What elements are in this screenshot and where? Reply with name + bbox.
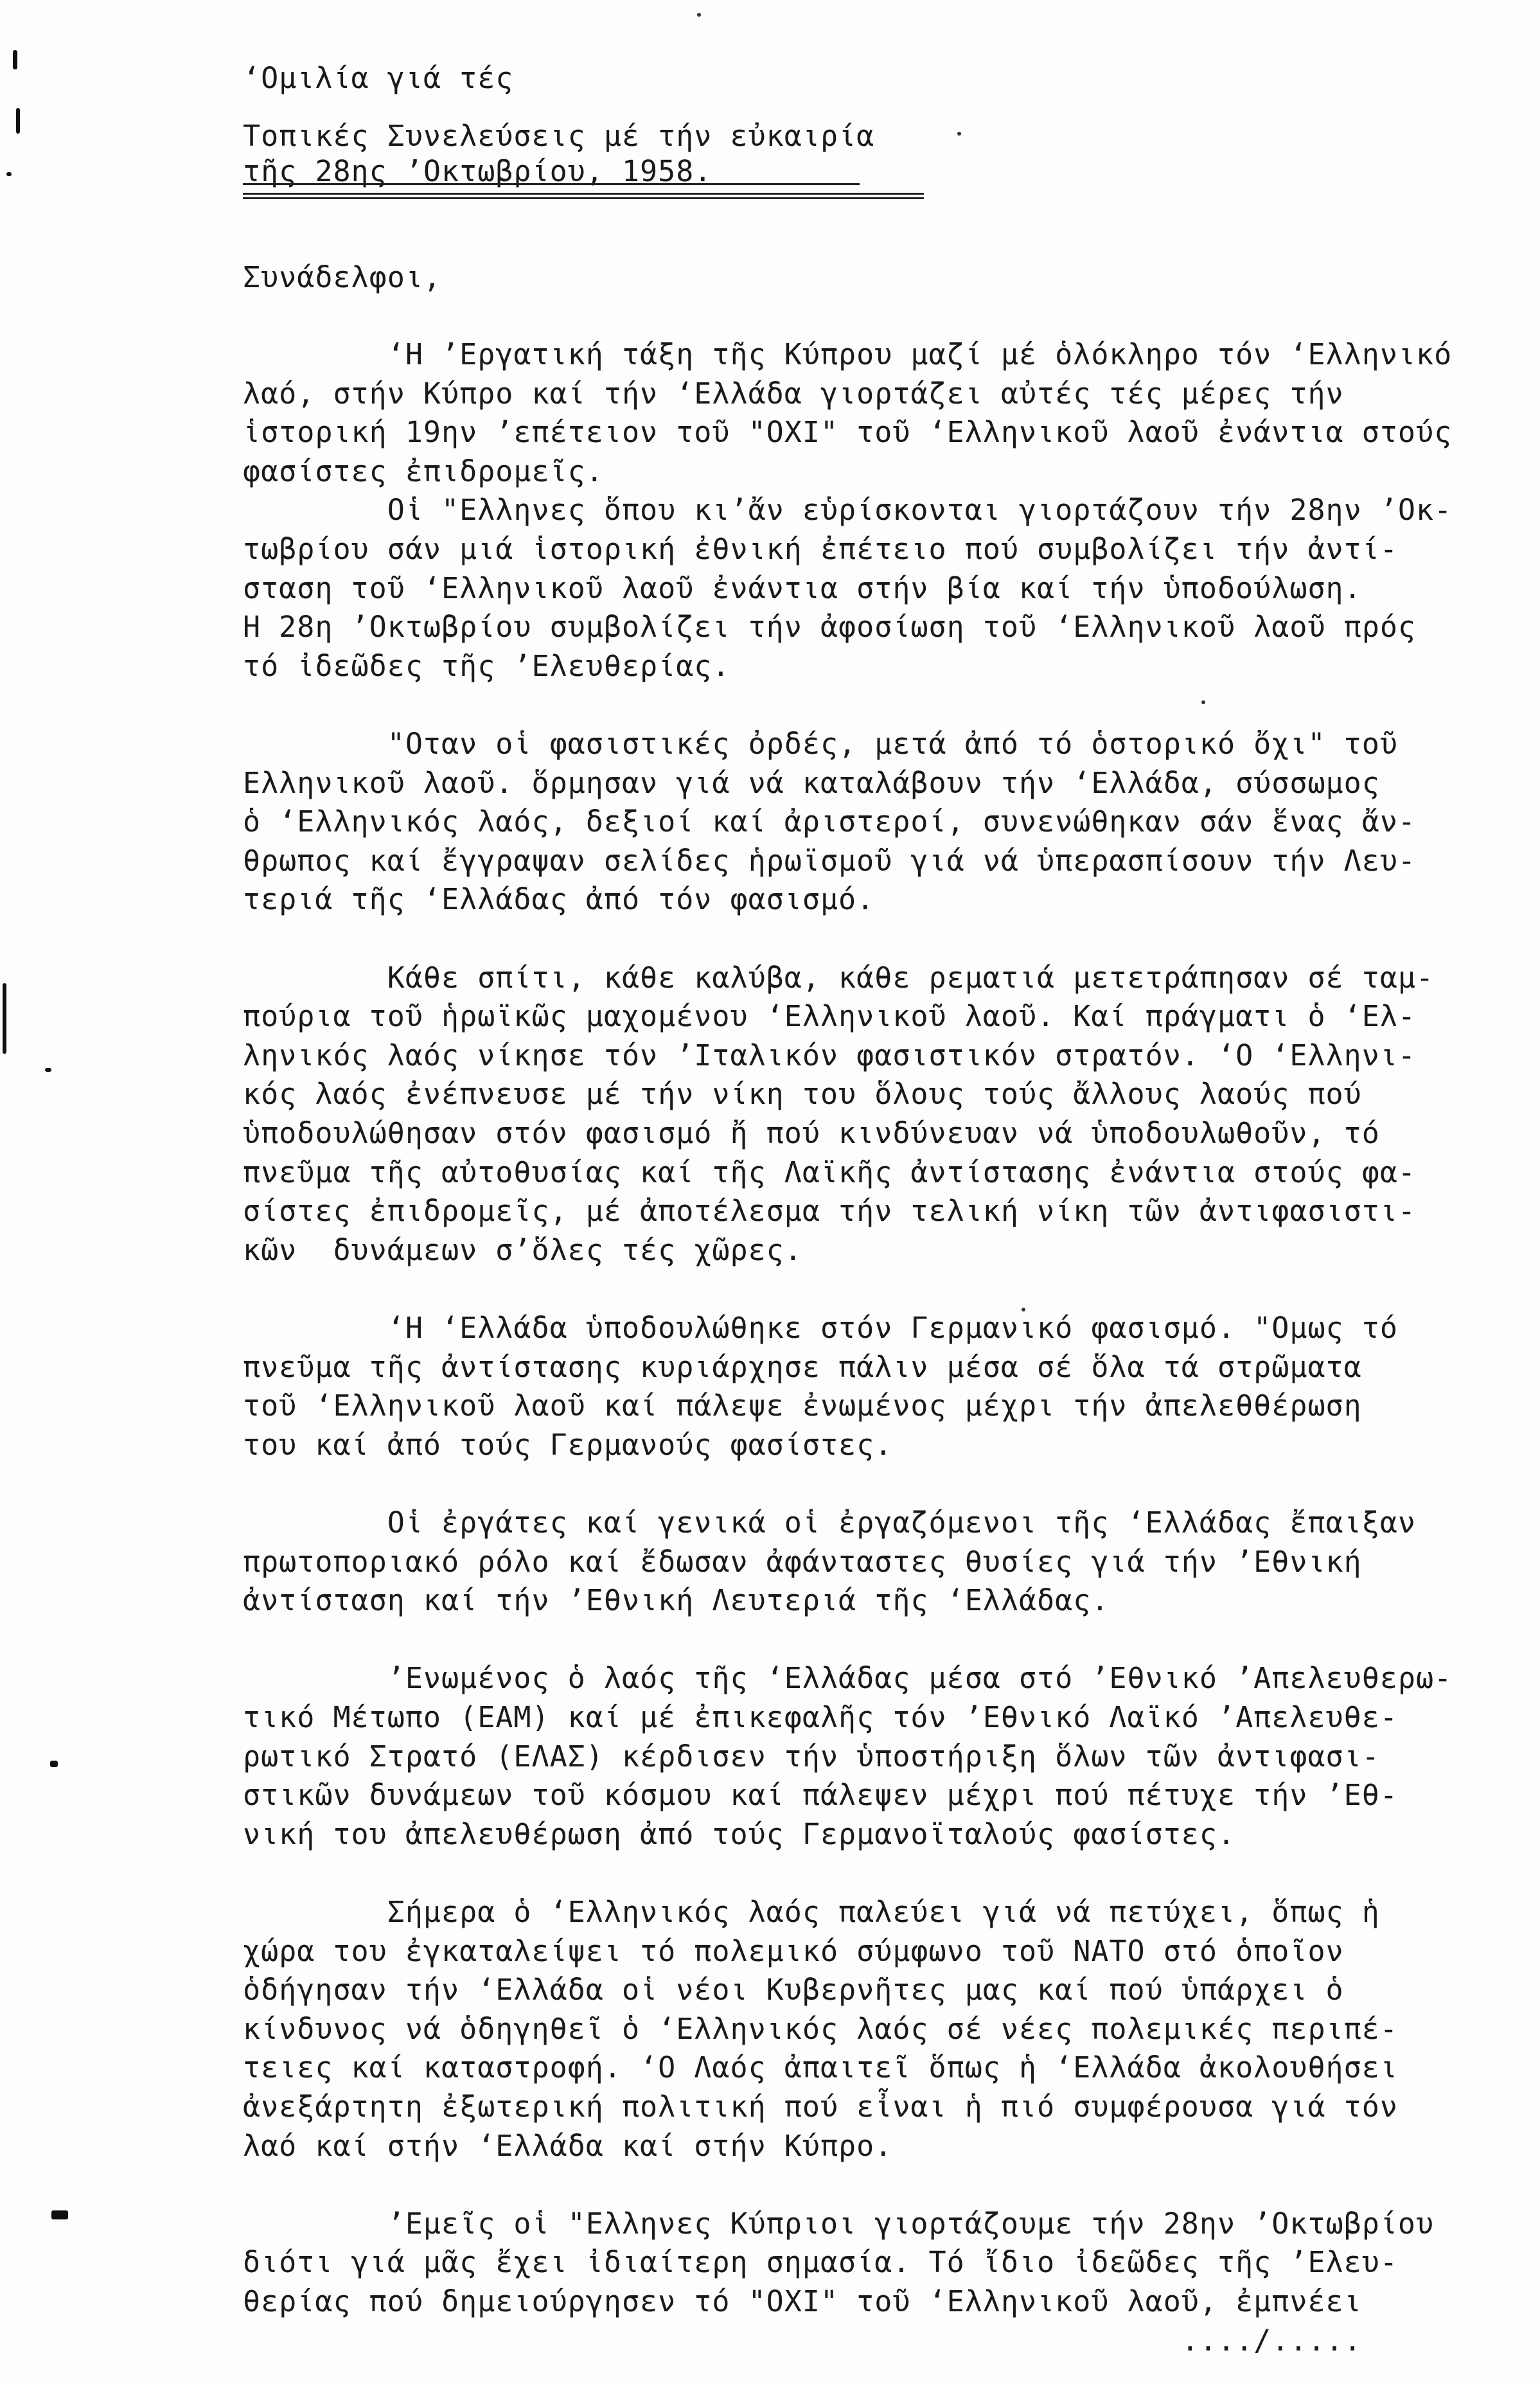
body-line: λαό, στήν Κύπρο καί τήν ‘Ελλάδα γιορτάζει αὐτές τές μέρες τήν <box>243 376 1344 411</box>
body-line: Σήμερα ὁ ‘Ελληνικός λαός παλεύει γιά νά πετύχει, ὅπως ἡ <box>243 1895 1380 1929</box>
header-underline <box>243 183 860 185</box>
body-line: Ελληνικοῦ λαοῦ. ὅρμησαν γιά νά καταλάβουν τήν ‘Ελλάδα, σύσσωμος <box>243 765 1380 800</box>
header-line-1: ‘Ομιλία γιά τές <box>243 61 514 95</box>
margin-mark <box>6 172 12 176</box>
body-line: ..../..... <box>243 2323 1362 2358</box>
margin-dot <box>957 132 961 136</box>
body-line: "Οταν οἱ φασιστικές ὀρδές, μετά ἀπό τό ὁστορικό ὄχι" τοῦ <box>243 727 1398 761</box>
margin-mark <box>45 1068 51 1072</box>
margin-mark <box>3 983 6 1054</box>
body-line: πούρια τοῦ ἡρωϊκῶς μαχομένου ‘Ελληνικοῦ λαοῦ. Καί πράγματι ὁ ‘Ελ- <box>243 999 1416 1034</box>
body-line: ‘Η ‘Ελλάδα ὑποδουλώθηκε στόν Γερμανικό φασισμό. "Ομως τό <box>243 1311 1398 1345</box>
body-line: τωβρίου σάν μιά ἱστορική ἐθνική ἐπέτειο πού συμβολίζει τήν ἀντί- <box>243 532 1398 566</box>
margin-dot <box>1201 700 1205 704</box>
body-line: τικό Μέτωπο (ΕΑΜ) καί μέ ἐπικεφαλῆς τόν ’Εθνικό Λαϊκό ’Απελευθε- <box>243 1700 1398 1734</box>
body-line: κῶν δυνάμεων σ’ὅλες τές χῶρες. <box>243 1232 802 1267</box>
body-line: του καί ἀπό τούς Γερμανούς φασίστες. <box>243 1427 893 1462</box>
body-line: στικῶν δυνάμεων τοῦ κόσμου καί πάλεψεν μέχρι πού πέτυχε τήν ’Εθ- <box>243 1778 1398 1813</box>
body-line: ’Εμεῖς οἱ "Ελληνες Κύπριοι γιορτάζουμε τήν 28ην ’Οκτωβρίου <box>243 2206 1435 2241</box>
body-line: ἱστορική 19ην ’επέτειον τοῦ "ΟΧΙ" τοῦ ‘Ελληνικοῦ λαοῦ ἐνάντια στούς <box>243 415 1453 450</box>
salutation: Συνάδελφοι, <box>243 260 442 294</box>
body-line: θερίας πού δημειούργησεν τό "ΟΧΙ" τοῦ ‘Ελληνικοῦ λαοῦ, ἐμπνέει <box>243 2284 1362 2318</box>
header-double-rule <box>243 193 924 199</box>
margin-dot <box>697 13 701 17</box>
body-line: κός λαός ἐνέπνευσε μέ τήν νίκη του ὅλους τούς ἄλλους λαούς πού <box>243 1077 1362 1112</box>
body-line: ὑποδουλώθησαν στόν φασισμό ἤ πού κινδύνευαν νά ὑποδουλωθοῦν, τό <box>243 1116 1380 1150</box>
margin-mark <box>51 2210 68 2219</box>
body-line: χώρα του ἐγκαταλείψει τό πολεμικό σύμφωνο τοῦ ΝΑΤΟ στό ὁποῖον <box>243 1933 1344 1968</box>
body-line: ‘Η ’Εργατική τάξη τῆς Κύπρου μαζί μέ ὁλόκληρο τόν ‘Ελληνικό <box>243 337 1453 371</box>
margin-mark <box>50 1761 58 1767</box>
body-line: ἀντίσταση καί τήν ’Εθνική Λευτεριά τῆς ‘Ελλάδας. <box>243 1583 1110 1618</box>
body-line: ὁ ‘Ελληνικός λαός, δεξιοί καί ἀριστεροί, συνενώθηκαν σάν ἕνας ἄν- <box>243 804 1416 839</box>
body-line: ’Ενωμένος ὁ λαός τῆς ‘Ελλάδας μέσα στό ’Εθνικό ’Απελευθερω- <box>243 1661 1453 1696</box>
body-line: Η 28η ’Οκτωβρίου συμβολίζει τήν ἀφοσίωση τοῦ ‘Ελληνικοῦ λαοῦ πρός <box>243 610 1416 644</box>
margin-mark <box>16 108 20 134</box>
body-line: πνεῦμα τῆς ἀντίστασης κυριάρχησε πάλιν μέσα σέ ὅλα τά στρῶματα <box>243 1349 1362 1384</box>
body-line: ἀνεξάρτητη ἐξωτερική πολιτική πού εἶναι ἡ πιό συμφέρουσα γιά τόν <box>243 2090 1398 2124</box>
body-line: θρωπος καί ἔγγραψαν σελίδες ἡρωϊσμοῦ γιά νά ὑπερασπίσουν τήν Λευ- <box>243 843 1416 878</box>
body-line: τεριά τῆς ‘Ελλάδας ἀπό τόν φασισμό. <box>243 882 875 917</box>
body-line: σταση τοῦ ‘Ελληνικοῦ λαοῦ ἐνάντια στήν βία καί τήν ὑποδούλωση. <box>243 571 1362 605</box>
body-line: Οἱ ἐργάτες καί γενικά οἱ ἐργαζόμενοι τῆς ‘Ελλάδας ἔπαιξαν <box>243 1506 1416 1540</box>
body-line: πνεῦμα τῆς αὐτοθυσίας καί τῆς Λαϊκῆς ἀντίστασης ἐνάντια στούς φα- <box>243 1155 1416 1189</box>
body-line: Κάθε σπίτι, κάθε καλύβα, κάθε ρεματιά μετετράπησαν σέ ταμ- <box>243 960 1435 995</box>
body-line: ὁδήγησαν τήν ‘Ελλάδα οἱ νέοι Κυβερνῆτες μας καί πού ὑπάρχει ὁ <box>243 1973 1344 2007</box>
body-line: τό ἰδεῶδες τῆς ’Ελευθερίας. <box>243 648 730 683</box>
body-line: ληνικός λαός νίκησε τόν ’Ιταλικόν φασιστικόν στρατόν. ‘Ο ‘Ελληνι- <box>243 1038 1416 1072</box>
margin-mark <box>13 50 17 69</box>
header-line-2: Τοπικές Συνελεύσεις μέ τήν εὐκαιρία <box>243 119 875 153</box>
body-line: διότι γιά μᾶς ἔχει ἰδιαίτερη σημασία. Τό ἴδιο ἰδεῶδες τῆς ’Ελευ- <box>243 2245 1398 2280</box>
body-line: φασίστες ἐπιδρομεῖς. <box>243 454 604 488</box>
body-line: ρωτικό Στρατό (ΕΛΑΣ) κέρδισεν τήν ὑποστήριξη ὅλων τῶν ἀντιφασι- <box>243 1739 1380 1773</box>
body-line: τειες καί καταστροφή. ‘Ο Λαός ἀπαιτεῖ ὅπως ἡ ‘Ελλάδα ἀκολουθήσει <box>243 2050 1398 2085</box>
body-line: λαό καί στήν ‘Ελλάδα καί στήν Κύπρο. <box>243 2128 893 2163</box>
body-line: κίνδυνος νά ὁδηγηθεῖ ὁ ‘Ελληνικός λαός σέ νέες πολεμικές περιπέ- <box>243 2011 1398 2046</box>
body-line: νική του ἀπελευθέρωση ἀπό τούς Γερμανοϊταλούς φασίστες. <box>243 1817 1236 1851</box>
body-line: πρωτοποριακό ρόλο καί ἔδωσαν ἀφάνταστες θυσίες γιά τήν ’Εθνική <box>243 1544 1362 1579</box>
header-line-3: τῆς 28ης ’Οκτωβρίου, 1958. <box>243 154 712 188</box>
body-line: Οἱ "Ελληνες ὅπου κι’ἄν εὑρίσκονται γιορτάζουν τήν 28ην ’Οκ- <box>243 493 1453 528</box>
body-line: τοῦ ‘Ελληνικοῦ λαοῦ καί πάλεψε ἐνωμένος μέχρι τήν ἀπελεθθέρωση <box>243 1389 1362 1423</box>
body-line: σίστες ἐπιδρομεῖς, μέ ἀποτέλεσμα τήν τελική νίκη τῶν ἀντιφασιστι- <box>243 1194 1416 1229</box>
